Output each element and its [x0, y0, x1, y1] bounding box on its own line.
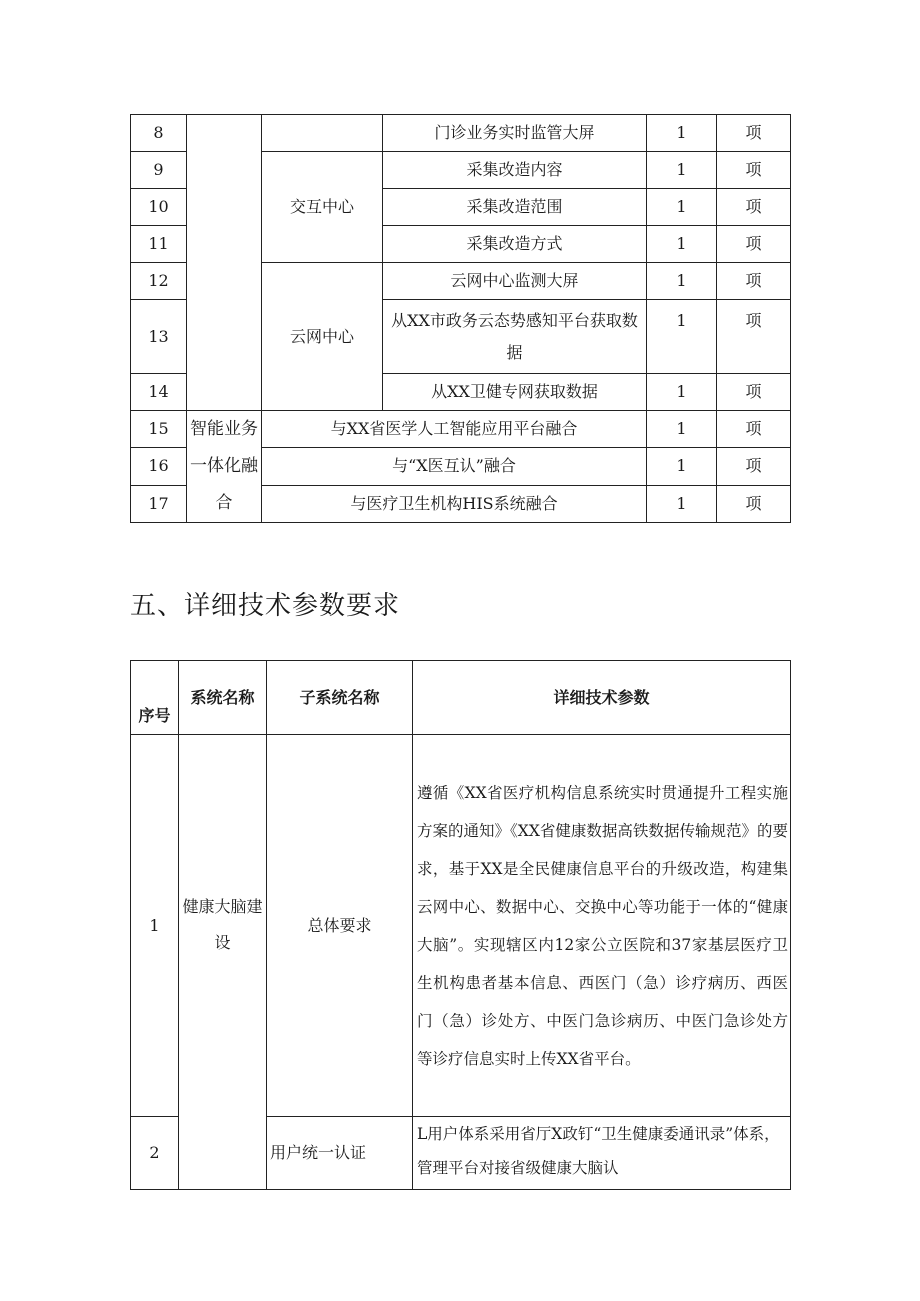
item-name: 门诊业务实时监管大屏	[383, 115, 647, 152]
quantity: 1	[647, 115, 717, 152]
subsystem-name: 总体要求	[267, 735, 413, 1117]
quantity: 1	[647, 374, 717, 411]
row-number: 8	[131, 115, 187, 152]
item-name: 从XX卫健专网获取数据	[383, 374, 647, 411]
header-no: 序号	[131, 661, 179, 735]
unit: 项	[717, 411, 791, 448]
unit: 项	[717, 226, 791, 263]
quantity: 1	[647, 448, 717, 485]
technical-parameters-table	[130, 660, 791, 1190]
header-params: 详细技术参数	[413, 661, 791, 735]
table-header-row	[131, 661, 791, 735]
row-number: 16	[131, 448, 187, 485]
section-heading: 五、详细技术参数要求	[130, 591, 401, 621]
equipment-list-table	[130, 114, 791, 523]
subsystem-cell	[262, 115, 383, 152]
quantity: 1	[647, 226, 717, 263]
row-number: 13	[131, 300, 187, 374]
item-name: 云网中心监测大屏	[383, 263, 647, 300]
unit: 项	[717, 448, 791, 485]
row-number: 14	[131, 374, 187, 411]
unit: 项	[717, 115, 791, 152]
row-number: 15	[131, 411, 187, 448]
unit: 项	[717, 152, 791, 189]
row-number: 1	[131, 735, 179, 1117]
quantity: 1	[647, 411, 717, 448]
system-name: 健康大脑建设	[179, 735, 267, 1190]
row-number: 9	[131, 152, 187, 189]
subsystem-cell: 交互中心	[262, 152, 383, 263]
header-subsystem: 子系统名称	[267, 661, 413, 735]
unit: 项	[717, 263, 791, 300]
unit: 项	[717, 300, 791, 374]
technical-params: 遵循《XX省医疗机构信息系统实时贯通提升工程实施方案的通知》《XX省健康数据高铁数据传输规范》的要求，基于XX是全民健康信息平台的升级改造，构建集云网中心、数据中心、交换中心等功能于一体的“健康大脑”。实现辖区内12家公立医院和37家基层医疗卫生机构患者基本信息、西医门（急）诊疗病历、西医门（急）诊处方、中医门急诊病历、中医门急诊处方等诊疗信息实时上传XX省平台。	[413, 735, 791, 1117]
table-row	[131, 411, 791, 448]
system-name-cell: 智能业务一体化融合	[187, 411, 262, 523]
row-number: 10	[131, 189, 187, 226]
row-number: 12	[131, 263, 187, 300]
subsystem-name: 用户统一认证	[267, 1117, 413, 1190]
quantity: 1	[647, 152, 717, 189]
system-name-cell	[187, 115, 262, 411]
row-number: 2	[131, 1117, 179, 1190]
item-name: 与医疗卫生机构HIS系统融合	[262, 485, 647, 522]
unit: 项	[717, 189, 791, 226]
item-name: 与“X医互认”融合	[262, 448, 647, 485]
row-number: 17	[131, 485, 187, 522]
item-name: 采集改造范围	[383, 189, 647, 226]
item-name: 从XX市政务云态势感知平台获取数据	[383, 300, 647, 374]
unit: 项	[717, 485, 791, 522]
unit: 项	[717, 374, 791, 411]
table-row	[131, 735, 791, 1117]
quantity: 1	[647, 189, 717, 226]
quantity: 1	[647, 300, 717, 374]
quantity: 1	[647, 263, 717, 300]
subsystem-cell: 云网中心	[262, 263, 383, 411]
header-system: 系统名称	[179, 661, 267, 735]
row-number: 11	[131, 226, 187, 263]
table-row	[131, 115, 791, 152]
technical-params: L用户体系采用省厅X政钉“卫生健康委通讯录”体系，管理平台对接省级健康大脑认	[413, 1117, 791, 1190]
item-name: 采集改造方式	[383, 226, 647, 263]
item-name: 采集改造内容	[383, 152, 647, 189]
quantity: 1	[647, 485, 717, 522]
item-name: 与XX省医学人工智能应用平台融合	[262, 411, 647, 448]
